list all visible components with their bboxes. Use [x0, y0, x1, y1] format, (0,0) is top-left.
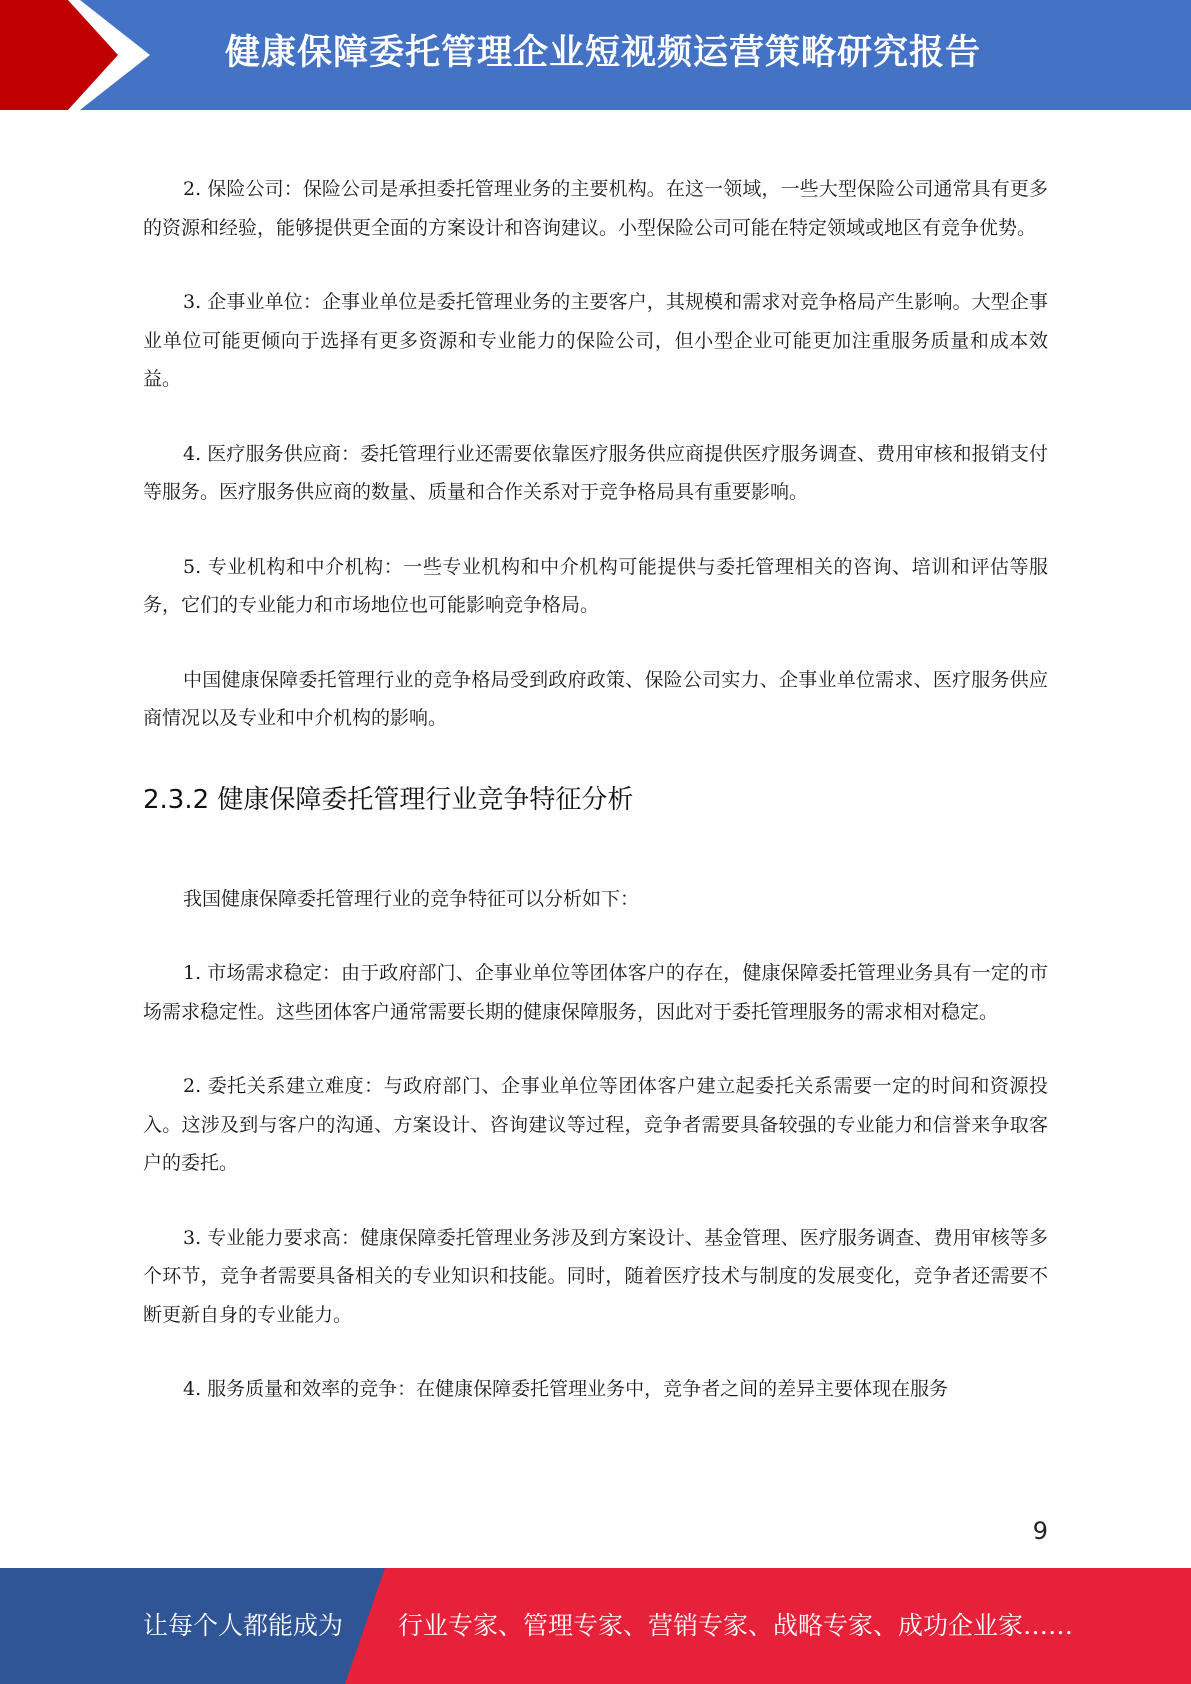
paragraph: 3. 企事业单位：企事业单位是委托管理业务的主要客户，其规模和需求对竞争格局产生影响。大型企事业单位可能更倾向于选择有更多资源和专业能力的保险公司，但小型企业可能更加注重服务质量和成本效益。 — [143, 291, 1048, 390]
document-body — [143, 170, 1048, 1445]
page-number: 9 — [1032, 1517, 1048, 1545]
page-footer — [0, 1568, 1191, 1684]
footer-slogan-left: 让每个人都能成为 — [143, 1611, 344, 1640]
page-header — [0, 0, 1191, 110]
footer-slogan-right: 行业专家、管理专家、营销专家、战略专家、成功企业家…… — [398, 1611, 1074, 1640]
paragraph: 4. 服务质量和效率的竞争：在健康保障委托管理业务中，竞争者之间的差异主要体现在服务 — [183, 1378, 949, 1400]
section-heading: 2.3.2 健康保障委托管理行业竞争特征分析 — [143, 784, 634, 815]
paragraph: 5. 专业机构和中介机构：一些专业机构和中介机构可能提供与委托管理相关的咨询、培训和评估等服务，它们的专业能力和市场地位也可能影响竞争格局。 — [143, 555, 1048, 616]
paragraph: 2. 保险公司：保险公司是承担委托管理业务的主要机构。在这一领域，一些大型保险公司通常具有更多的资源和经验，能够提供更全面的方案设计和咨询建议。小型保险公司可能在特定领域或地区有竞争优势。 — [143, 178, 1048, 239]
paragraph: 4. 医疗服务供应商：委托管理行业还需要依靠医疗服务供应商提供医疗服务调查、费用审核和报销支付等服务。医疗服务供应商的数量、质量和合作关系对于竞争格局具有重要影响。 — [143, 442, 1048, 503]
paragraph: 1. 市场需求稳定：由于政府部门、企事业单位等团体客户的存在，健康保障委托管理业务具有一定的市场需求稳定性。这些团体客户通常需要长期的健康保障服务，因此对于委托管理服务的需求相对稳定。 — [143, 962, 1048, 1023]
paragraph: 2. 委托关系建立难度：与政府部门、企事业单位等团体客户建立起委托关系需要一定的时间和资源投入。这涉及到与客户的沟通、方案设计、咨询建议等过程，竞争者需要具备较强的专业能力和信誉来争取客户的委托。 — [143, 1075, 1048, 1174]
paragraph: 我国健康保障委托管理行业的竞争特征可以分析如下： — [183, 887, 640, 910]
paragraph: 中国健康保障委托管理行业的竞争格局受到政府政策、保险公司实力、企事业单位需求、医疗服务供应商情况以及专业和中介机构的影响。 — [143, 668, 1048, 729]
header-chevron-icon — [0, 0, 160, 110]
report-title: 健康保障委托管理企业短视频运营策略研究报告 — [225, 33, 982, 73]
paragraph: 3. 专业能力要求高：健康保障委托管理业务涉及到方案设计、基金管理、医疗服务调查、费用审核等多个环节，竞争者需要具备相关的专业知识和技能。同时，随着医疗技术与制度的发展变化，竞争者还需要不断更新自身的专业能力。 — [143, 1226, 1048, 1326]
